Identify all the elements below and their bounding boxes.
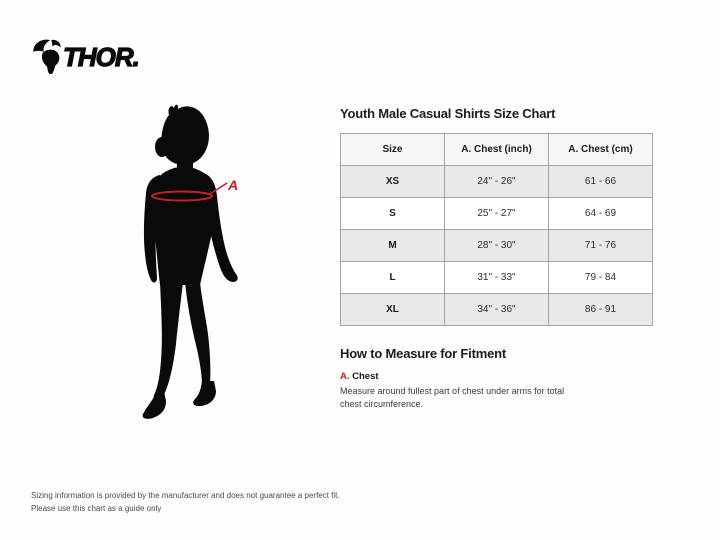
- thor-logo-text: THOR.: [63, 42, 139, 72]
- chest-inch-value: 25" - 27": [445, 198, 549, 230]
- column-header-chest-cm: A. Chest (cm): [549, 134, 653, 166]
- size-value: M: [341, 230, 445, 262]
- table-row: [341, 294, 653, 326]
- measure-item-heading: [340, 371, 653, 382]
- measure-label: Chest: [352, 371, 379, 382]
- table-row: [341, 166, 653, 198]
- chest-inch-value: 24" - 26": [445, 166, 549, 198]
- measure-item-chest: [340, 371, 653, 411]
- footer-disclaimer: [31, 489, 340, 515]
- chest-cm-value: 86 - 91: [549, 294, 653, 326]
- size-figure-diagram: [120, 90, 280, 430]
- disclaimer-line-2: Please use this chart as a guide only: [31, 504, 162, 514]
- table-row: [341, 262, 653, 294]
- table-header-row: [341, 134, 653, 166]
- size-value: XL: [341, 294, 445, 326]
- table-row: [341, 230, 653, 262]
- disclaimer-line-1: Sizing information is provided by the manufacturer and does not guarantee a perfect fit.: [31, 491, 340, 500]
- chest-cm-value: 61 - 66: [549, 166, 653, 198]
- thor-horned-head-icon: [32, 38, 62, 76]
- size-value: XS: [341, 166, 445, 198]
- chest-marker-label: A: [228, 177, 239, 193]
- size-value: S: [341, 198, 445, 230]
- chest-cm-value: 64 - 69: [549, 198, 653, 230]
- column-header-chest-inch: A. Chest (inch): [445, 134, 549, 166]
- chest-inch-value: 34" - 36": [445, 294, 549, 326]
- chest-inch-value: 31" - 33": [445, 262, 549, 294]
- chest-inch-value: 28" - 30": [445, 230, 549, 262]
- table-row: [341, 198, 653, 230]
- size-chart-table: [340, 133, 653, 326]
- column-header-size: Size: [341, 134, 445, 166]
- chest-cm-value: 79 - 84: [549, 262, 653, 294]
- thor-logo: [32, 38, 139, 76]
- size-chart-section: [340, 106, 653, 411]
- measure-description: Measure around fullest part of chest under arms for total chest circumference.: [340, 386, 565, 410]
- size-chart-title: Youth Male Casual Shirts Size Chart: [340, 106, 556, 121]
- measure-guide-title: How to Measure for Fitment: [340, 346, 506, 361]
- chest-cm-value: 71 - 76: [549, 230, 653, 262]
- measure-marker: A.: [340, 371, 350, 382]
- child-silhouette: [143, 105, 238, 419]
- size-value: L: [341, 262, 445, 294]
